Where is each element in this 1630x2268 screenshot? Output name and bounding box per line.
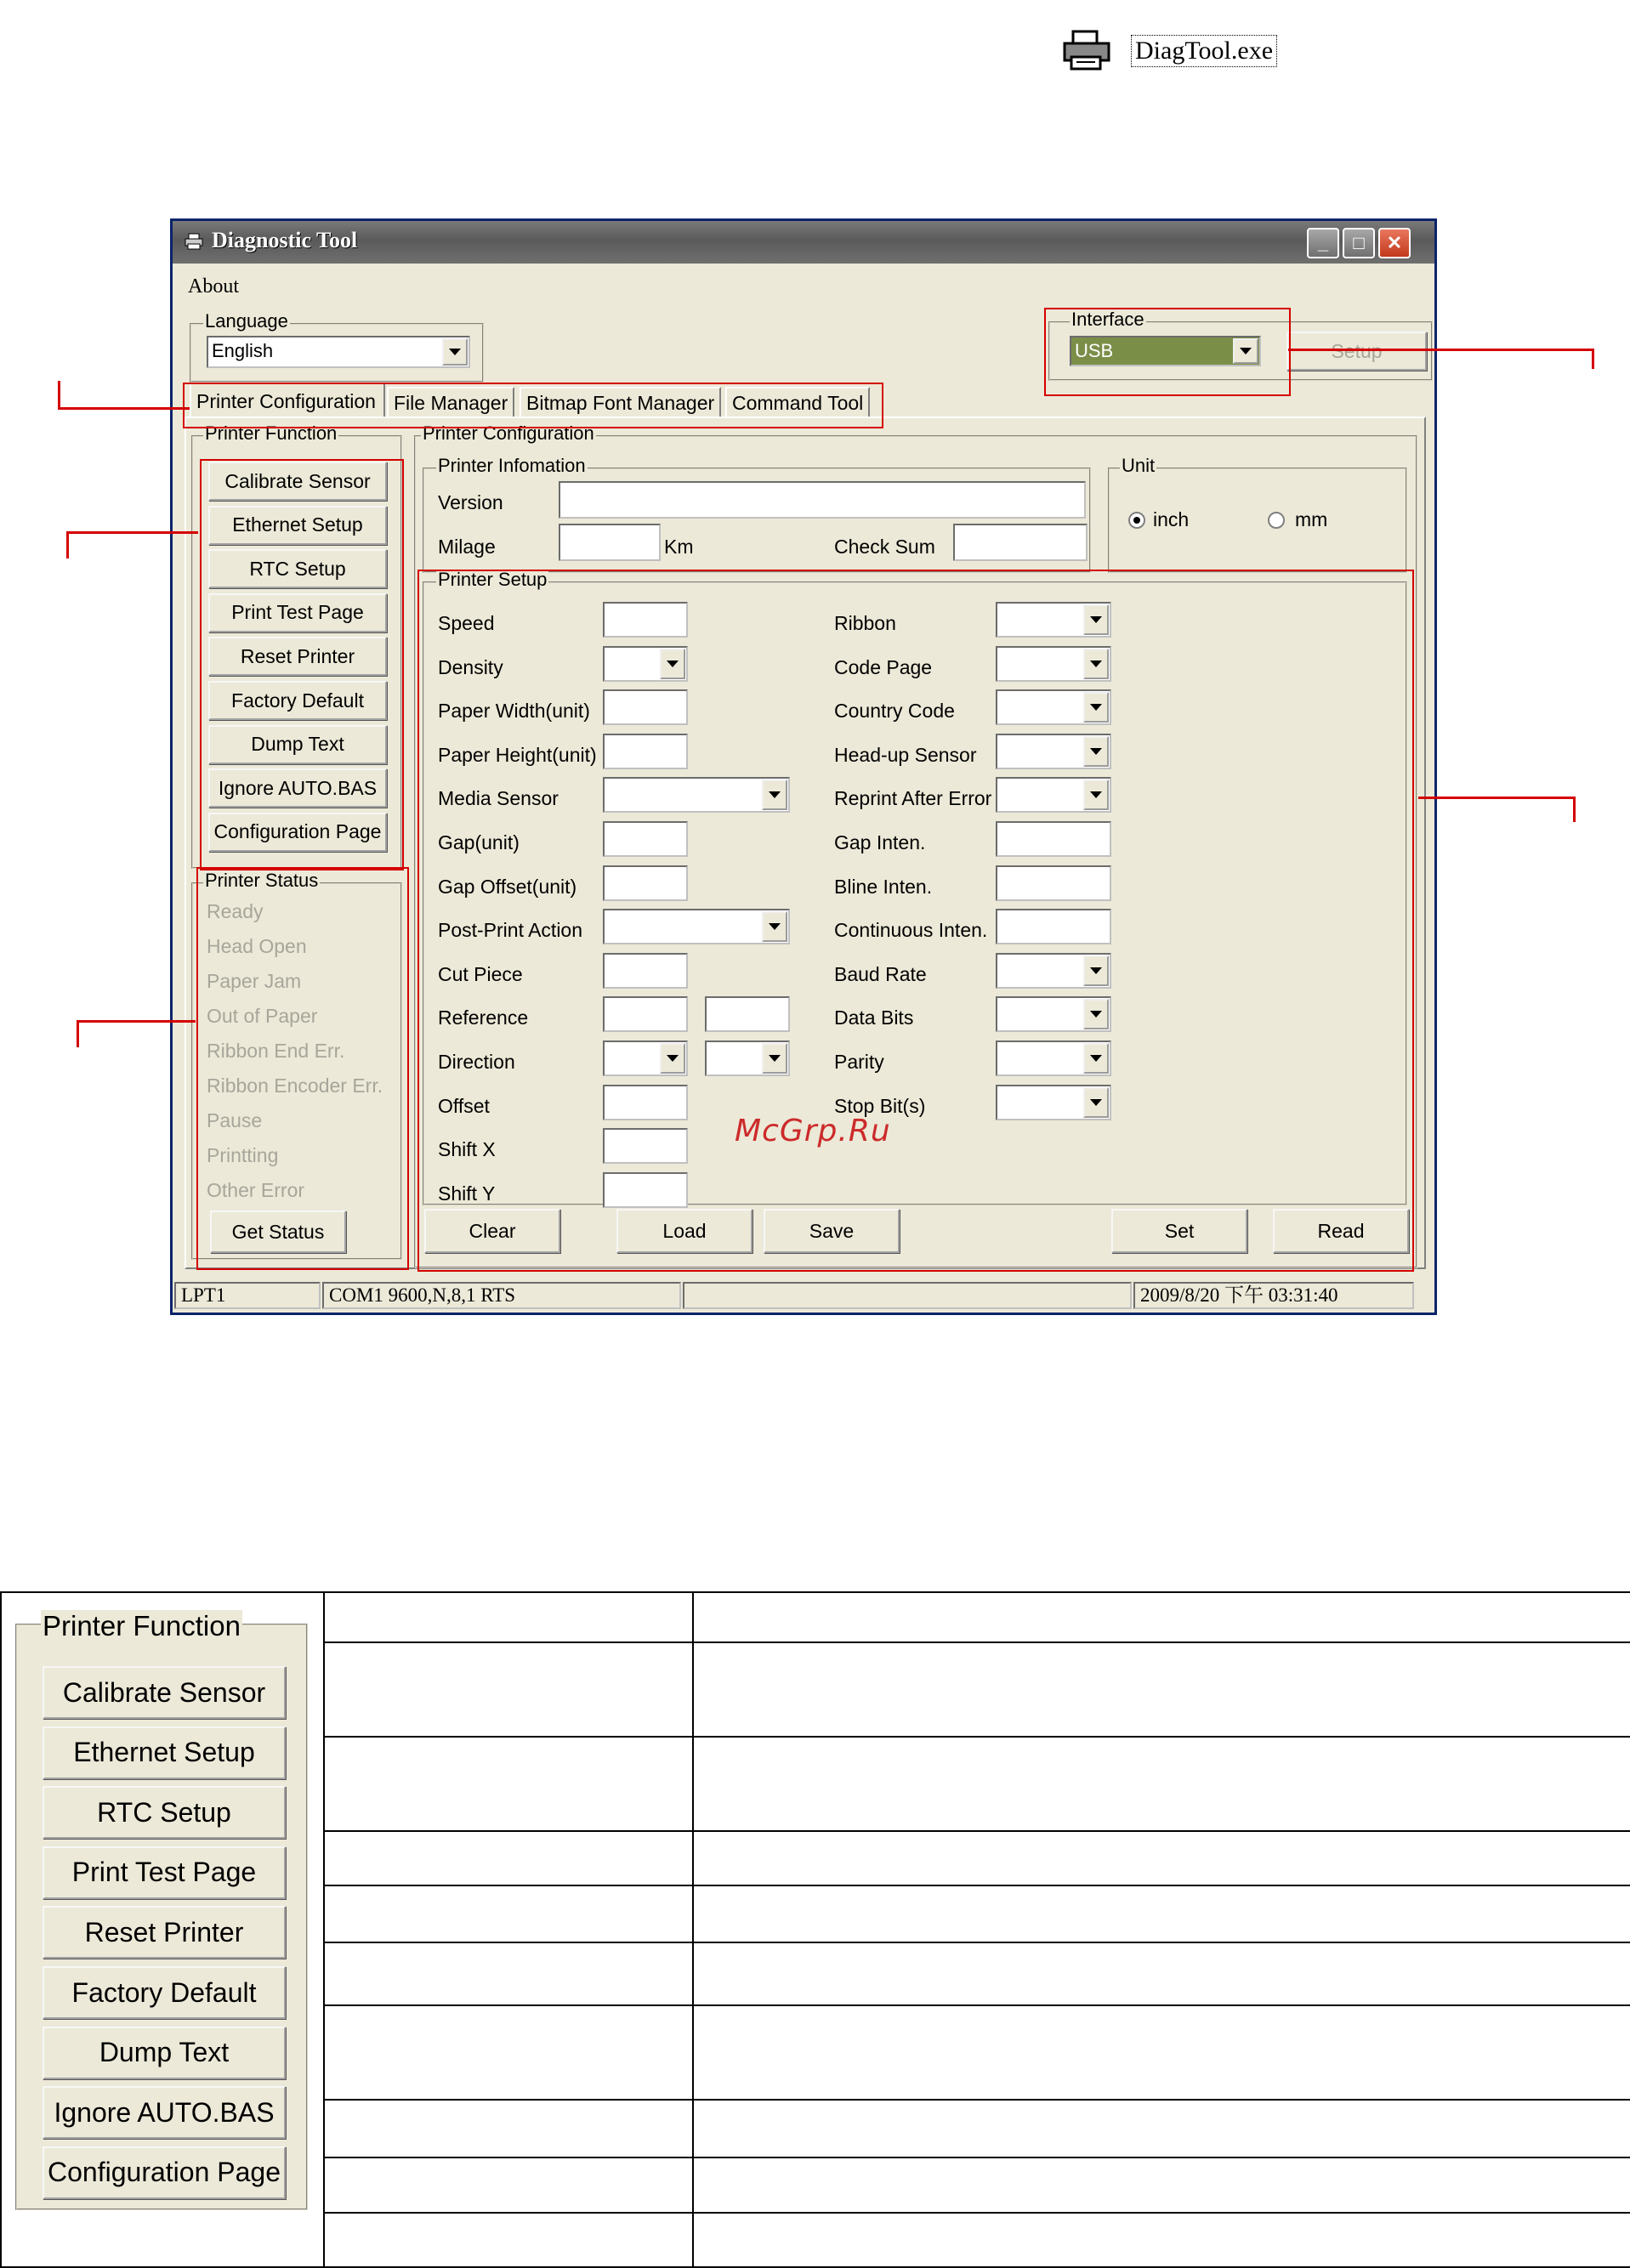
callout-line: [1592, 349, 1594, 369]
function-name-cell: [324, 2213, 693, 2267]
diagtool-exe-label: DiagTool.exe: [1131, 35, 1277, 67]
function-description-cell: [693, 2100, 1630, 2157]
bline-inten-label: Bline Inten.: [834, 875, 933, 898]
maximize-button[interactable]: [1343, 228, 1375, 258]
status-bar: [173, 1279, 1434, 1313]
gap-inten-label: Gap Inten.: [834, 831, 926, 853]
title-bar[interactable]: [173, 221, 1434, 264]
configuration-page-button: Configuration Page: [43, 2146, 286, 2199]
printer-function-panel: [2, 1593, 323, 2266]
parity-label: Parity: [834, 1051, 884, 1073]
tab-command-tool[interactable]: Command Tool: [725, 387, 870, 417]
unit-mm-radio[interactable]: [1268, 512, 1285, 529]
function-name-cell: [324, 1592, 693, 1642]
status-head-open: Head Open: [207, 935, 307, 957]
interface-legend: Interface: [1071, 309, 1144, 330]
baud-rate-label: Baud Rate: [834, 962, 927, 985]
function-name-cell: [324, 1885, 693, 1943]
rtc-setup-button[interactable]: RTC Setup: [208, 549, 387, 588]
annotation-box-printer-function: [200, 459, 404, 870]
version-label: Version: [438, 491, 503, 513]
status-message: [683, 1282, 1132, 1309]
printer-status-legend: Printer Status: [205, 870, 319, 891]
function-name-cell: [324, 1942, 693, 2005]
window-title: Diagnostic Tool: [212, 228, 358, 252]
km-label: Km: [664, 536, 694, 558]
printer-function-image-cell: [1, 1592, 324, 2267]
close-icon: ✕: [1386, 232, 1403, 253]
direction-label: Direction: [438, 1051, 515, 1073]
function-name-cell: [324, 1737, 693, 1831]
menu-about[interactable]: [188, 275, 239, 298]
function-description-cell: [693, 1942, 1630, 2005]
callout-line: [66, 531, 69, 558]
reprint-after-error-label: Reprint After Error: [834, 787, 992, 810]
function-description-cell: [693, 1737, 1630, 1831]
status-pause: Pause: [207, 1109, 263, 1131]
function-name-cell: [324, 1831, 693, 1885]
load-button[interactable]: Load: [616, 1209, 753, 1253]
table-row: [1, 1592, 1630, 1642]
close-button[interactable]: [1378, 228, 1411, 258]
get-status-button[interactable]: Get Status: [210, 1211, 346, 1253]
annotation-box-printer-setup: [417, 570, 1414, 1272]
printer-icon: [185, 233, 203, 250]
shift-x-label: Shift X: [438, 1138, 496, 1161]
read-button[interactable]: Read: [1273, 1209, 1409, 1253]
function-description-cell: [693, 2213, 1630, 2267]
function-description-cell: [693, 1831, 1630, 1885]
continuous-inten-label: Continuous Inten.: [834, 919, 988, 942]
print-test-page-button: Print Test Page: [43, 1846, 286, 1899]
clear-button[interactable]: Clear: [424, 1209, 560, 1253]
printer-function-legend: Printer Function: [205, 422, 338, 444]
ethernet-setup-button[interactable]: Ethernet Setup: [208, 506, 387, 545]
factory-default-button: Factory Default: [43, 1966, 286, 2019]
calibrate-sensor-button[interactable]: Calibrate Sensor: [208, 462, 387, 501]
callout-line: [1288, 349, 1594, 351]
status-port: LPT1: [174, 1282, 321, 1309]
head-up-sensor-label: Head-up Sensor: [834, 743, 977, 766]
save-button[interactable]: Save: [764, 1209, 900, 1253]
diagtool-exe-shortcut[interactable]: [1061, 26, 1401, 77]
minimize-button[interactable]: [1307, 228, 1339, 258]
calibrate-sensor-button: Calibrate Sensor: [43, 1666, 286, 1719]
shift-y-label: Shift Y: [438, 1182, 496, 1205]
print-test-page-button[interactable]: Print Test Page: [208, 593, 387, 632]
paper-height-unit-label: Paper Height(unit): [438, 743, 597, 766]
function-name-cell: [324, 2100, 693, 2157]
function-description-cell: [693, 1592, 1630, 1642]
callout-line: [58, 407, 190, 410]
status-other-error: Other Error: [207, 1179, 305, 1201]
function-name-cell: [324, 2005, 693, 2100]
annotation-box-printer-status: [196, 867, 409, 1270]
callout-line: [66, 531, 198, 534]
gap-unit-label: Gap(unit): [438, 831, 520, 853]
function-description-cell: [693, 2157, 1630, 2214]
media-sensor-label: Media Sensor: [438, 787, 559, 810]
status-ready: Ready: [207, 900, 264, 922]
dump-text-button[interactable]: Dump Text: [208, 725, 387, 764]
printer-configuration-legend: Printer Configuration: [423, 422, 594, 444]
printer-setup-legend: Printer Setup: [438, 569, 548, 590]
country-code-label: Country Code: [834, 700, 955, 723]
paper-width-unit-label: Paper Width(unit): [438, 700, 590, 723]
milage-field[interactable]: [559, 524, 661, 561]
offset-label: Offset: [438, 1094, 490, 1117]
function-description-cell: [693, 1642, 1630, 1737]
interface-value: USB: [1075, 340, 1114, 361]
data-bits-label: Data Bits: [834, 1006, 914, 1029]
ignore-auto-bas-button[interactable]: Ignore AUTO.BAS: [208, 768, 387, 808]
status-out-of-paper: Out of Paper: [207, 1005, 318, 1027]
status-paper-jam: Paper Jam: [207, 970, 302, 992]
ignore-auto-bas-button: Ignore AUTO.BAS: [43, 2086, 286, 2139]
callout-line: [1573, 797, 1576, 822]
rtc-setup-button: RTC Setup: [43, 1786, 286, 1839]
callout-line: [77, 1020, 196, 1023]
dump-text-button: Dump Text: [43, 2027, 286, 2079]
gap-offset-unit-label: Gap Offset(unit): [438, 875, 577, 898]
reset-printer-button: Reset Printer: [43, 1906, 286, 1959]
check-sum-label: Check Sum: [834, 536, 935, 558]
chevron-down-icon[interactable]: [442, 338, 468, 366]
function-description-table: [0, 1591, 1630, 2268]
version-field[interactable]: [559, 481, 1086, 519]
speed-label: Speed: [438, 612, 495, 634]
printer-information-legend: Printer Infomation: [438, 455, 586, 476]
ethernet-setup-button: Ethernet Setup: [43, 1727, 286, 1779]
function-description-cell: [693, 2005, 1630, 2100]
post-print-action-label: Post-Print Action: [438, 919, 583, 942]
unit-mm-label: mm: [1295, 508, 1328, 530]
menu-about-label: About: [188, 275, 239, 298]
cut-piece-label: Cut Piece: [438, 962, 523, 985]
density-label: Density: [438, 655, 503, 678]
function-name-cell: [324, 2157, 693, 2214]
function-name-cell: [324, 1642, 693, 1737]
ribbon-label: Ribbon: [834, 612, 896, 634]
code-page-label: Code Page: [834, 655, 933, 678]
language-value: English: [212, 340, 274, 361]
unit-legend: Unit: [1122, 455, 1156, 476]
function-description-cell: [693, 1885, 1630, 1943]
status-printting: Printting: [207, 1144, 279, 1166]
diagnostic-tool-window: [170, 218, 1437, 1315]
tab-bitmap-font-manager[interactable]: Bitmap Font Manager: [520, 387, 721, 417]
unit-inch-radio[interactable]: [1128, 512, 1145, 529]
annotation-box-interface: [1044, 308, 1291, 396]
callout-line: [77, 1020, 79, 1047]
callout-line: [58, 381, 60, 410]
tab-printer-configuration[interactable]: Printer Configuration: [190, 383, 385, 418]
factory-default-button[interactable]: Factory Default: [208, 681, 387, 720]
unit-inch-label: inch: [1153, 508, 1190, 530]
milage-label: Milage: [438, 536, 496, 558]
status-datetime: 2009/8/20 下午 03:31:40: [1133, 1282, 1414, 1309]
language-legend: Language: [205, 310, 288, 332]
setup-button[interactable]: [1286, 332, 1427, 371]
status-com-settings: COM1 9600,N,8,1 RTS: [322, 1282, 681, 1309]
check-sum-field[interactable]: [953, 524, 1088, 561]
printer-function-legend: Printer Function: [43, 1610, 241, 1641]
annotation-box-tabs: [183, 383, 883, 428]
status-ribbon-end-err: Ribbon End Err.: [207, 1040, 345, 1062]
callout-line: [1418, 797, 1576, 799]
reset-printer-button[interactable]: Reset Printer: [208, 637, 387, 676]
set-button[interactable]: Set: [1111, 1209, 1247, 1253]
minimize-icon: _: [1317, 232, 1329, 253]
language-select[interactable]: [207, 336, 470, 368]
reference-label: Reference: [438, 1006, 529, 1029]
tab-file-manager[interactable]: File Manager: [387, 387, 514, 417]
stop-bit-s-label: Stop Bit(s): [834, 1094, 926, 1117]
watermark: McGrp.Ru: [735, 1114, 891, 1148]
configuration-page-button[interactable]: Configuration Page: [208, 813, 387, 852]
status-ribbon-encoder-err: Ribbon Encoder Err.: [207, 1074, 383, 1097]
printer-icon: [1061, 30, 1112, 72]
maximize-icon: □: [1353, 232, 1365, 253]
